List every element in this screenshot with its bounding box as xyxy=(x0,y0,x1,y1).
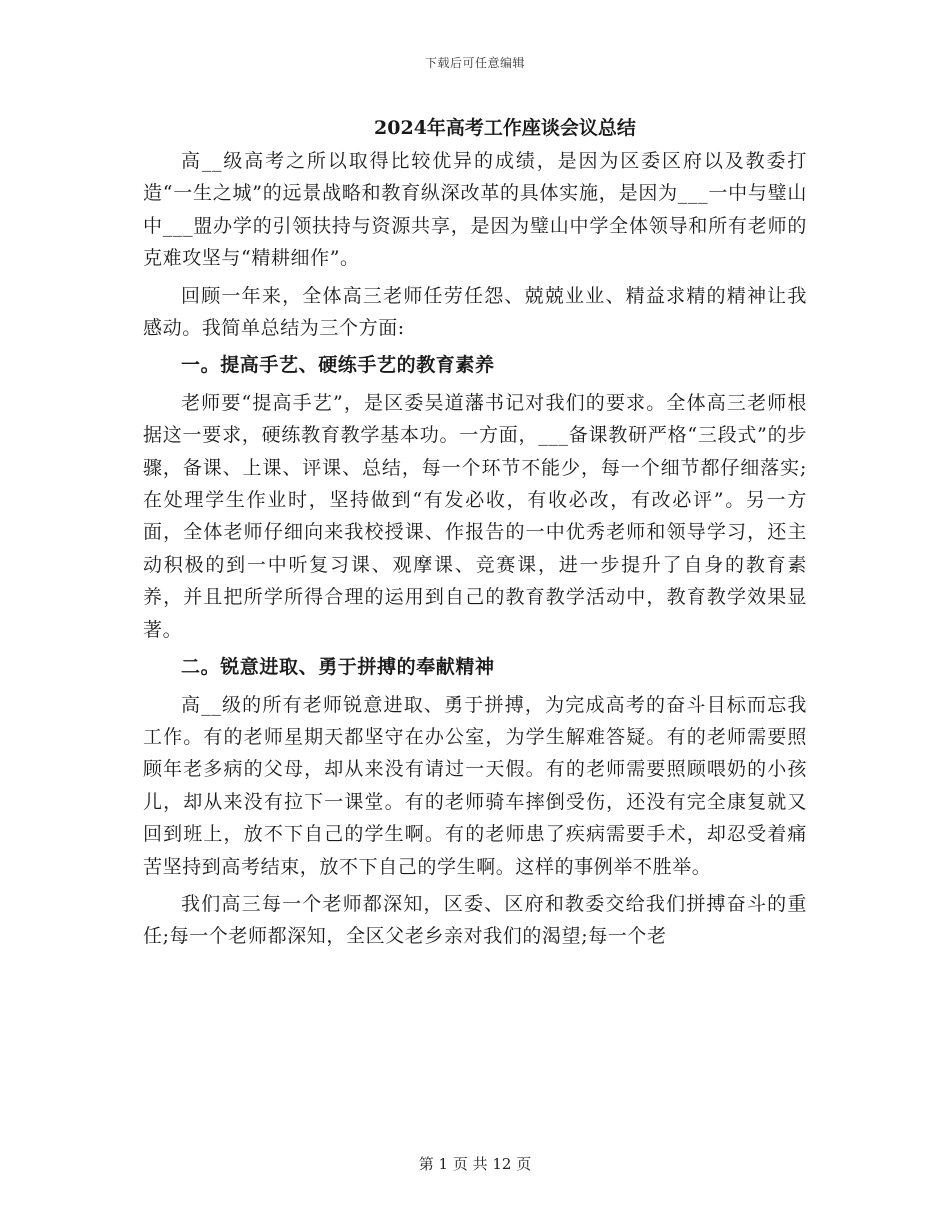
page-number: 第 1 页 共 12 页 xyxy=(418,1155,532,1173)
paragraph-intro: 高__级高考之所以取得比较优异的成绩，是因为区委区府以及教委打造“一生之城”的远景战略和教育纵深改革的具体实施，是因为___一中与璧山中___盟办学的引领扶持与资源共享，是因为璧山中学全体领导和所有老师的克难攻坚与“精耕细作”。 xyxy=(143,150,807,270)
header-note: 下载后可任意编辑 xyxy=(424,56,525,70)
document-body xyxy=(143,112,807,958)
section-heading-1: 一。提高手艺、硬练手艺的教育素养 xyxy=(181,354,495,377)
paragraph-review: 回顾一年来，全体高三老师任劳任怨、兢兢业业、精益求精的精神让我感动。我简单总结为三个方面: xyxy=(143,284,807,340)
section-heading-2: 二。锐意进取、勇于拼搏的奉献精神 xyxy=(181,656,495,679)
paragraph-section-2: 高__级的所有老师锐意进取、勇于拼搏，为完成高考的奋斗目标而忘我工作。有的老师星期天都坚守在办公室，为学生解难答疑。有的老师需要照顾年老多病的父母，却从来没有请过一天假。有的老师需要照顾喂奶的小孩儿，却从来没有拉下一课堂。有的老师骑车摔倒受伤，还没有完全康复就又回到班上，放不下自己的学生啊。有的老师患了疾病需要手术，却忍受着痛苦坚持到高考结束，放不下自己的学生啊。这样的事例举不胜举。 xyxy=(143,693,807,878)
paragraph-section-1: 老师要“提高手艺”，是区委吴道藩书记对我们的要求。全体高三老师根据这一要求，硬练教育教学基本功。一方面，___备课教研严格“三段式”的步骤，备课、上课、评课、总结，每一个环节不能少，每一个细节都仔细落实;在处理学生作业时，坚持做到“有发必收，有收必改，有改必评”。另一方面，全体老师仔细向来我校授课、作报告的一中优秀老师和领导学习，还主动积极的到一中听复习课、观摩课、竞赛课，进一步提升了自身的教育素养，并且把所学所得合理的运用到自己的教育教学活动中，教育教学效果显著。 xyxy=(143,391,807,641)
paragraph-closing: 我们高三每一个老师都深知，区委、区府和教委交给我们拼搏奋斗的重任;每一个老师都深知，全区父老乡亲对我们的渴望;每一个老 xyxy=(143,892,807,948)
document-title: 2024年高考工作座谈会议总结 xyxy=(374,117,636,139)
